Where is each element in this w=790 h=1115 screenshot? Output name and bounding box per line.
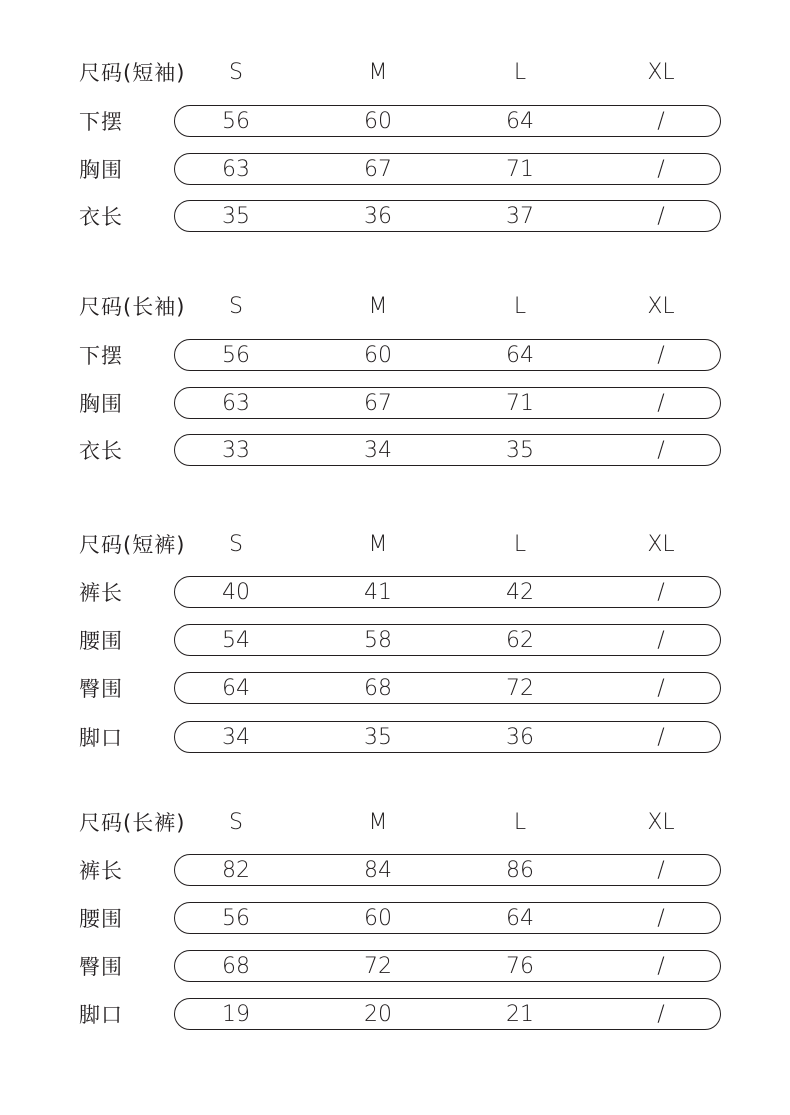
section-title: 尺码(长裤) (79, 811, 186, 835)
row-label: 脚口 (79, 1003, 123, 1027)
value-cell: 67 (364, 157, 392, 182)
table-row (0, 901, 790, 937)
table-row (0, 671, 790, 707)
value-cell: 71 (506, 157, 534, 182)
row-label: 衣长 (79, 439, 123, 463)
value-cell: 33 (222, 438, 250, 463)
size-header: S (229, 294, 243, 319)
value-cell: 34 (222, 725, 250, 750)
value-cell: 35 (506, 438, 534, 463)
value-cell: 20 (364, 1002, 392, 1027)
size-header: S (229, 810, 243, 835)
size-header: L (513, 294, 527, 319)
value-cell: 42 (506, 580, 534, 605)
row-label: 胸围 (79, 158, 123, 182)
value-cell: 62 (506, 628, 534, 653)
header-row (0, 55, 790, 91)
row-label: 脚口 (79, 726, 123, 750)
size-header: XL (647, 810, 675, 835)
table-row (0, 720, 790, 756)
value-cell: 36 (364, 204, 392, 229)
value-cell: 36 (506, 725, 534, 750)
value-cell: / (657, 676, 665, 701)
value-cell: / (657, 157, 665, 182)
size-header: L (513, 532, 527, 557)
row-label: 衣长 (79, 205, 123, 229)
table-row (0, 152, 790, 188)
value-cell: 56 (222, 109, 250, 134)
row-label: 臀围 (79, 955, 123, 979)
header-row (0, 289, 790, 325)
value-cell: 63 (222, 391, 250, 416)
table-row (0, 338, 790, 374)
row-label: 臀围 (79, 677, 123, 701)
value-cell: 86 (506, 858, 534, 883)
value-cell: 60 (364, 343, 392, 368)
value-cell: 64 (506, 109, 534, 134)
value-cell: 35 (222, 204, 250, 229)
value-cell: 84 (364, 858, 392, 883)
size-header: M (368, 60, 388, 85)
table-row (0, 997, 790, 1033)
row-label: 胸围 (79, 392, 123, 416)
section-title: 尺码(短袖) (79, 61, 186, 85)
section-title: 尺码(短裤) (79, 533, 186, 557)
row-label: 下摆 (79, 110, 123, 134)
value-cell: / (657, 204, 665, 229)
value-cell: 21 (506, 1002, 534, 1027)
value-cell: 41 (364, 580, 392, 605)
size-header: M (368, 810, 388, 835)
table-row (0, 386, 790, 422)
value-cell: 54 (222, 628, 250, 653)
table-row (0, 853, 790, 889)
size-header: S (229, 532, 243, 557)
value-cell: 71 (506, 391, 534, 416)
size-header: L (513, 810, 527, 835)
header-row (0, 805, 790, 841)
header-row (0, 527, 790, 563)
value-cell: / (657, 391, 665, 416)
value-cell: / (657, 954, 665, 979)
table-row (0, 949, 790, 985)
value-cell: 68 (364, 676, 392, 701)
table-row (0, 575, 790, 611)
value-cell: / (657, 343, 665, 368)
value-cell: / (657, 109, 665, 134)
value-cell: 37 (506, 204, 534, 229)
size-header: M (368, 294, 388, 319)
value-cell: 35 (364, 725, 392, 750)
value-cell: 56 (222, 906, 250, 931)
value-cell: 34 (364, 438, 392, 463)
value-cell: / (657, 628, 665, 653)
row-label: 腰围 (79, 907, 123, 931)
value-cell: 82 (222, 858, 250, 883)
size-header: S (229, 60, 243, 85)
size-header: M (368, 532, 388, 557)
value-cell: / (657, 906, 665, 931)
size-header: XL (647, 294, 675, 319)
value-cell: 58 (364, 628, 392, 653)
row-label: 裤长 (79, 581, 123, 605)
value-cell: / (657, 438, 665, 463)
value-cell: / (657, 580, 665, 605)
value-cell: 64 (222, 676, 250, 701)
value-cell: 64 (506, 343, 534, 368)
value-cell: 40 (222, 580, 250, 605)
size-header: XL (647, 532, 675, 557)
row-label: 裤长 (79, 859, 123, 883)
value-cell: 64 (506, 906, 534, 931)
value-cell: 67 (364, 391, 392, 416)
value-cell: 56 (222, 343, 250, 368)
value-cell: 60 (364, 109, 392, 134)
value-cell: / (657, 725, 665, 750)
value-cell: / (657, 1002, 665, 1027)
value-cell: / (657, 858, 665, 883)
value-cell: 68 (222, 954, 250, 979)
value-cell: 63 (222, 157, 250, 182)
row-label: 腰围 (79, 629, 123, 653)
section-title: 尺码(长袖) (79, 295, 186, 319)
size-header: XL (647, 60, 675, 85)
table-row (0, 623, 790, 659)
value-cell: 19 (222, 1002, 250, 1027)
size-header: L (513, 60, 527, 85)
value-cell: 60 (364, 906, 392, 931)
value-cell: 76 (506, 954, 534, 979)
value-cell: 72 (506, 676, 534, 701)
table-row (0, 199, 790, 235)
value-cell: 72 (364, 954, 392, 979)
row-label: 下摆 (79, 344, 123, 368)
table-row (0, 433, 790, 469)
table-row (0, 104, 790, 140)
